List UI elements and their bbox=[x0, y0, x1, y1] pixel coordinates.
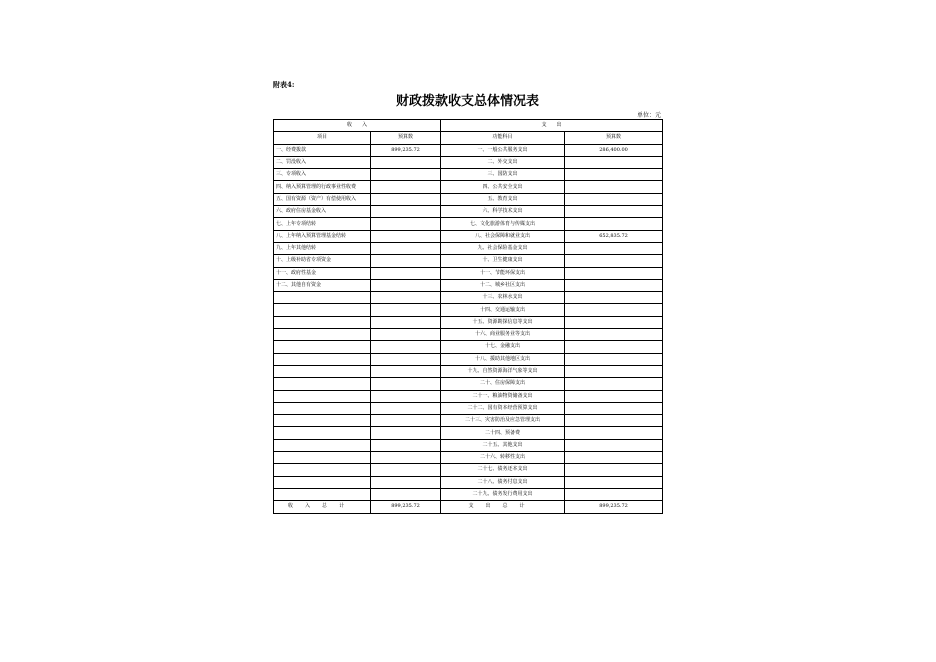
table-row bbox=[274, 156, 663, 168]
expense-value bbox=[565, 378, 663, 390]
income-value bbox=[371, 439, 441, 451]
income-item: 十二、其他自有资金 bbox=[274, 279, 371, 291]
expense-value bbox=[565, 452, 663, 464]
income-item bbox=[274, 304, 371, 316]
income-value bbox=[371, 316, 441, 328]
expense-total-label: 支出总计 bbox=[441, 501, 565, 513]
expense-value bbox=[565, 218, 663, 230]
table-row bbox=[274, 242, 663, 254]
table-row bbox=[274, 402, 663, 414]
table-row bbox=[274, 390, 663, 402]
expense-value bbox=[565, 181, 663, 193]
table-row bbox=[274, 316, 663, 328]
income-value bbox=[371, 415, 441, 427]
income-value bbox=[371, 378, 441, 390]
income-item bbox=[274, 476, 371, 488]
expense-value bbox=[565, 292, 663, 304]
expense-item: 一、一般公共服务支出 bbox=[441, 144, 565, 156]
expense-header: 支 出 bbox=[441, 120, 663, 132]
expense-value: 286,400.00 bbox=[565, 144, 663, 156]
expense-item: 九、社会保险基金支出 bbox=[441, 242, 565, 254]
table-row bbox=[274, 218, 663, 230]
table-row bbox=[274, 341, 663, 353]
table-row bbox=[274, 144, 663, 156]
expense-item: 二十二、国有资本经营预算支出 bbox=[441, 402, 565, 414]
income-value bbox=[371, 365, 441, 377]
expense-value bbox=[565, 267, 663, 279]
expense-item: 五、教育支出 bbox=[441, 193, 565, 205]
col-budget-2: 预算数 bbox=[565, 132, 663, 144]
expense-value bbox=[565, 304, 663, 316]
fiscal-table bbox=[273, 119, 663, 514]
income-total-value: 899,235.72 bbox=[371, 501, 441, 513]
expense-value bbox=[565, 488, 663, 500]
expense-item: 二十七、债务还本支出 bbox=[441, 464, 565, 476]
expense-item: 十六、商业服务业等支出 bbox=[441, 329, 565, 341]
expense-value bbox=[565, 353, 663, 365]
table-row bbox=[274, 427, 663, 439]
income-value bbox=[371, 341, 441, 353]
table-row bbox=[274, 353, 663, 365]
income-value bbox=[371, 329, 441, 341]
table-row bbox=[274, 488, 663, 500]
income-item bbox=[274, 292, 371, 304]
expense-value bbox=[565, 329, 663, 341]
expense-value bbox=[565, 341, 663, 353]
table-row bbox=[274, 365, 663, 377]
income-value bbox=[371, 353, 441, 365]
expense-item: 六、科学技术支出 bbox=[441, 206, 565, 218]
expense-value bbox=[565, 476, 663, 488]
expense-item: 十九、自然资源海洋气象等支出 bbox=[441, 365, 565, 377]
table-row bbox=[274, 230, 663, 242]
income-item bbox=[274, 464, 371, 476]
table-row bbox=[274, 292, 663, 304]
expense-item: 二十、住房保障支出 bbox=[441, 378, 565, 390]
expense-total-value: 899,235.72 bbox=[565, 501, 663, 513]
income-value bbox=[371, 193, 441, 205]
unit-label: 单位：元 bbox=[636, 112, 661, 119]
income-item bbox=[274, 402, 371, 414]
income-value bbox=[371, 427, 441, 439]
table-row bbox=[274, 181, 663, 193]
income-item: 十一、政府性基金 bbox=[274, 267, 371, 279]
income-item: 三、专项收入 bbox=[274, 169, 371, 181]
expense-item: 十一、节能环保支出 bbox=[441, 267, 565, 279]
total-row bbox=[274, 501, 663, 513]
expense-value bbox=[565, 255, 663, 267]
expense-item: 二十三、灾害防治及应急管理支出 bbox=[441, 415, 565, 427]
expense-item: 七、文化旅游体育与传媒支出 bbox=[441, 218, 565, 230]
page-title: 财政拨款收支总体情况表 bbox=[395, 94, 539, 109]
income-value bbox=[371, 218, 441, 230]
income-item bbox=[274, 378, 371, 390]
income-value bbox=[371, 156, 441, 168]
income-total-label: 收入总计 bbox=[274, 501, 371, 513]
expense-value bbox=[565, 169, 663, 181]
income-item bbox=[274, 316, 371, 328]
table-row bbox=[274, 476, 663, 488]
income-item: 四、纳入预算管理的行政事业性收费 bbox=[274, 181, 371, 193]
table-row bbox=[274, 415, 663, 427]
expense-value bbox=[565, 390, 663, 402]
expense-item: 四、公共安全支出 bbox=[441, 181, 565, 193]
expense-item: 二十一、粮油物资储备支出 bbox=[441, 390, 565, 402]
expense-value bbox=[565, 415, 663, 427]
income-value bbox=[371, 292, 441, 304]
table-row bbox=[274, 329, 663, 341]
table-row bbox=[274, 452, 663, 464]
income-value bbox=[371, 181, 441, 193]
expense-item: 十五、资源勘探信息等支出 bbox=[441, 316, 565, 328]
expense-value: 652,835.72 bbox=[565, 230, 663, 242]
income-value bbox=[371, 464, 441, 476]
table-row bbox=[274, 255, 663, 267]
income-item: 十、上级补助省专项资金 bbox=[274, 255, 371, 267]
income-value bbox=[371, 206, 441, 218]
col-budget: 预算数 bbox=[371, 132, 441, 144]
income-value bbox=[371, 279, 441, 291]
income-value bbox=[371, 230, 441, 242]
table-row bbox=[274, 439, 663, 451]
expense-item: 二十五、其他支出 bbox=[441, 439, 565, 451]
expense-value bbox=[565, 206, 663, 218]
income-value bbox=[371, 488, 441, 500]
expense-item: 八、社会保障和就业支出 bbox=[441, 230, 565, 242]
income-value bbox=[371, 402, 441, 414]
income-value bbox=[371, 476, 441, 488]
expense-value bbox=[565, 156, 663, 168]
table-row bbox=[274, 193, 663, 205]
income-item bbox=[274, 365, 371, 377]
expense-value bbox=[565, 439, 663, 451]
expense-item: 十三、农林水支出 bbox=[441, 292, 565, 304]
expense-item: 二十四、预备费 bbox=[441, 427, 565, 439]
table-row bbox=[274, 304, 663, 316]
income-item: 二、罚没收入 bbox=[274, 156, 371, 168]
income-item bbox=[274, 390, 371, 402]
table-row bbox=[274, 267, 663, 279]
header-row-columns bbox=[274, 132, 663, 144]
expense-item: 二十八、债务付息支出 bbox=[441, 476, 565, 488]
income-item bbox=[274, 329, 371, 341]
income-item: 八、上年纳入预算管理基金结转 bbox=[274, 230, 371, 242]
col-func-subject: 功能科目 bbox=[441, 132, 565, 144]
income-item bbox=[274, 341, 371, 353]
table-row bbox=[274, 279, 663, 291]
income-item bbox=[274, 488, 371, 500]
income-value bbox=[371, 242, 441, 254]
expense-value bbox=[565, 402, 663, 414]
table-row bbox=[274, 206, 663, 218]
expense-value bbox=[565, 464, 663, 476]
table-row bbox=[274, 169, 663, 181]
income-value bbox=[371, 304, 441, 316]
expense-value bbox=[565, 279, 663, 291]
income-value bbox=[371, 255, 441, 267]
income-header: 收 入 bbox=[274, 120, 441, 132]
income-value bbox=[371, 267, 441, 279]
income-item: 七、上年专项结转 bbox=[274, 218, 371, 230]
income-item bbox=[274, 415, 371, 427]
income-value: 899,235.72 bbox=[371, 144, 441, 156]
expense-item: 二十九、债务发行费用支出 bbox=[441, 488, 565, 500]
expense-item: 二十六、转移性支出 bbox=[441, 452, 565, 464]
income-item bbox=[274, 427, 371, 439]
header-row-group bbox=[274, 120, 663, 132]
col-item: 项目 bbox=[274, 132, 371, 144]
expense-item: 二、外交支出 bbox=[441, 156, 565, 168]
income-item: 六、政府住房基金收入 bbox=[274, 206, 371, 218]
expense-value bbox=[565, 193, 663, 205]
income-item bbox=[274, 353, 371, 365]
income-value bbox=[371, 390, 441, 402]
expense-value bbox=[565, 242, 663, 254]
expense-value bbox=[565, 316, 663, 328]
income-item: 一、经费拨款 bbox=[274, 144, 371, 156]
table-row bbox=[274, 464, 663, 476]
expense-item: 十、卫生健康支出 bbox=[441, 255, 565, 267]
expense-item: 十七、金融支出 bbox=[441, 341, 565, 353]
expense-item: 十四、交通运输支出 bbox=[441, 304, 565, 316]
income-item bbox=[274, 439, 371, 451]
expense-item: 十八、援助其他地区支出 bbox=[441, 353, 565, 365]
table-row bbox=[274, 378, 663, 390]
income-item: 九、上年其他结转 bbox=[274, 242, 371, 254]
expense-value bbox=[565, 365, 663, 377]
income-item bbox=[274, 452, 371, 464]
income-item: 五、国有资源（资产）有偿使用收入 bbox=[274, 193, 371, 205]
expense-item: 十二、城乡社区支出 bbox=[441, 279, 565, 291]
expense-item: 三、国防支出 bbox=[441, 169, 565, 181]
income-value bbox=[371, 169, 441, 181]
expense-value bbox=[565, 427, 663, 439]
annex-label: 附表4: bbox=[273, 80, 295, 89]
income-value bbox=[371, 452, 441, 464]
